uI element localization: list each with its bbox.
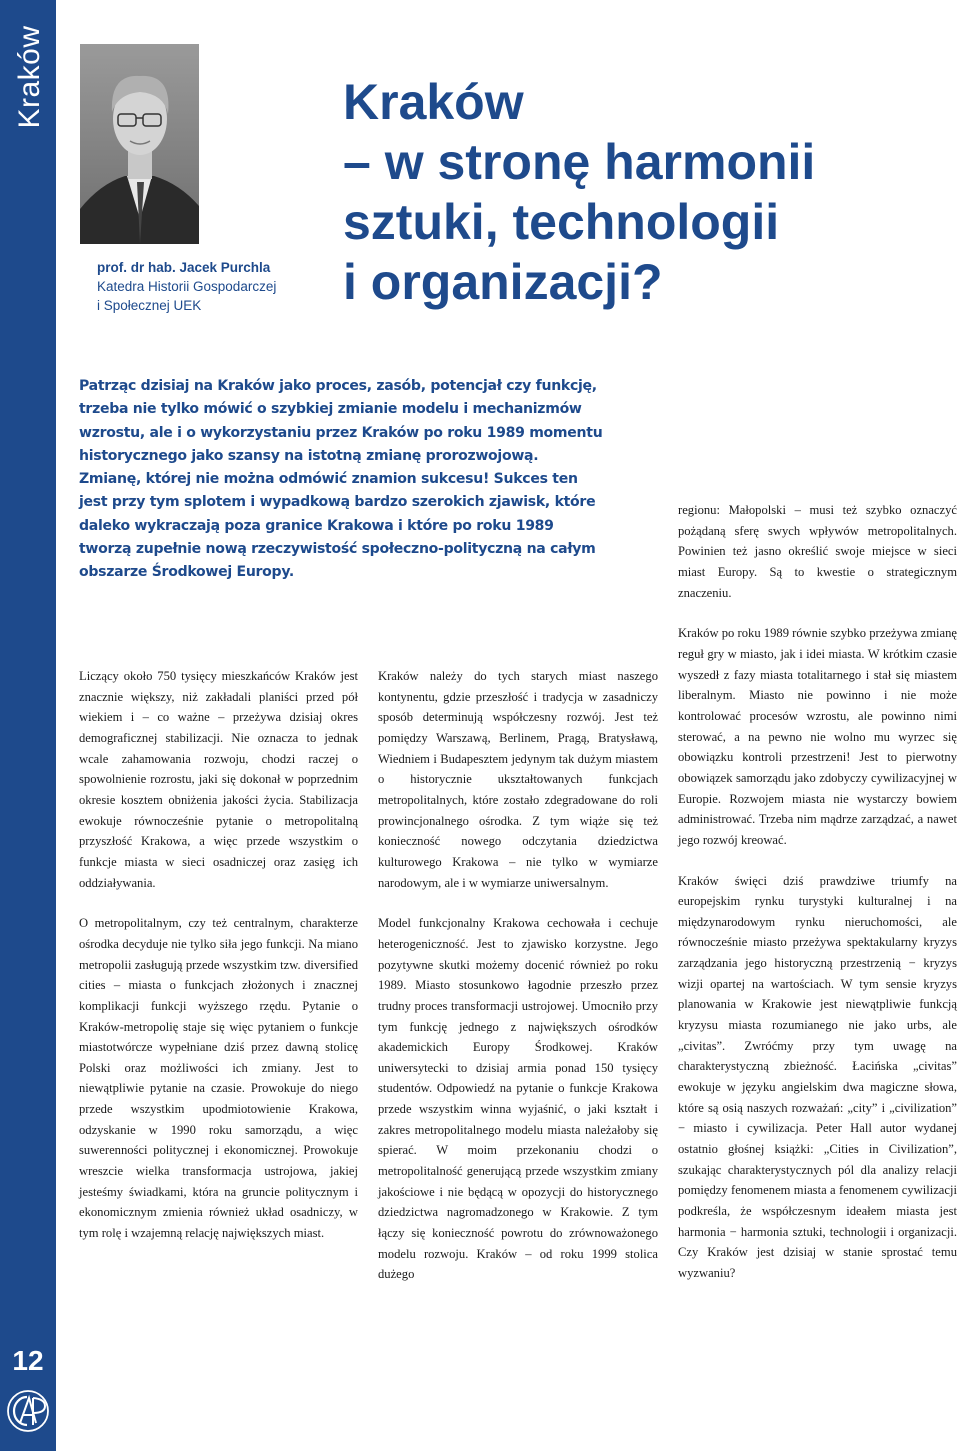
author-block xyxy=(97,258,276,315)
paragraph: Kraków święci dziś prawdziwe triumfy na europejskim rynku turystyki kulturalnej i na międzynarodowym rynku nieruchomości, ale równocześnie miasto przeżywa spektakularny kryzys zarządzania jego historyczną przestrzenią − kryzys wizji opartej na wartościach. W tym sensie kryzys planowania w Krakowie jest niewątpliwie funkcją kryzysu miasta rozumianego nie jako urbs, ale „civitas”. Zwróćmy przy tym uwagę na charakterystyczną zbieżność. Łacińska „civitas” ewokuje w języku angielskim dwa magiczne słowa, które są osią naszych rozważań: „city” i „civilization” − miasto i cywilizacja. Peter Hall autor wydanej ostatnio głośnej książki: „Cities in Civilization”, szukając charakterystycznych pól dla analizy relacji pomiędzy fenomenem miasta a fenomenem cywilizacji podkreśla, że współczesnym ideałem miasta jest harmonia − harmonia sztuki, technologii i organizacji. Czy Kraków jest dzisiaj w stanie sprostać temu wyzwaniu? xyxy=(678,873,957,1280)
section-label: Kraków xyxy=(13,25,46,129)
text-column-2 xyxy=(378,666,658,1285)
article-title xyxy=(343,72,815,312)
text-column-1 xyxy=(79,666,358,1244)
paragraph: O metropolitalnym, czy też centralnym, charakterze ośrodka decyduje nie tylko siła jego funkcji. Na miano metropolii zasługują przede wszystkim tzw. diversified cities – miasta o funkcjach złożonych i znacznej komplikacji funkcji wyższego rzędu. Pytanie o Kraków-metropolię staje się więc pytaniem o funkcje miastotwórcze wypełniane dziś przez dawną stolicę Polski oraz możliwości ich zmiany. Jest to niewątpliwie pytanie na czasie. Prowokuje do niego przede wszystkim upodmiotowienie Krakowa, odzyskanie w 1990 roku samorządu, a więc suwerenności politycznej i ekonomicznej. Prowokuje wreszcie wielka transformacja ustrojowa, jakiej jesteśmy świadkami, która na gruncie politycznym i ekonomicznym zmienia również układ osadniczy, w tym rolę i wzajemną relację największych miast. xyxy=(79,916,358,1241)
text-column-3 xyxy=(678,500,957,1284)
page-number: 12 xyxy=(12,1345,44,1376)
title-line: – w stronę harmonii xyxy=(343,134,816,190)
paragraph: Kraków po roku 1989 równie szybko przeżywa zmianę reguł gry w miasto, jak i idei miasta. W krótkim czasie wyszedł z fazy miasta totalitarnego i stał się miastem liberalnym. Miasto nie powinno i nie może kontrolować procesów wzrostu, ale powinno nimi sterować, a na pewno nie wolno mu wyrzec się obowiązku kontroli przestrzeni! Jest to pierwotny obowiązek samorządu jako zdobyczy cywilizacyjnej w Europie. Rozwojem miasta nie wystarczy bowiem administrować. Trzeba nim mądrze zarządzać, a nawet jego rozwój kreować. xyxy=(678,626,957,847)
author-photo xyxy=(80,44,199,244)
paragraph: regionu: Małopolski – musi też szybko oznaczyć pożądaną sferę swych wpływów metropolitalnych. Powinien też jasno określić swoje miejsce w sieci miast Europy. Są to kwestie o strategicznym znaczeniu. xyxy=(678,503,957,600)
author-affiliation: Katedra Historii Gospodarczej xyxy=(97,279,277,294)
logo-icon xyxy=(5,1388,51,1434)
lead-paragraph: Patrząc dzisiaj na Kraków jako proces, zasób, potencjał czy funkcję, trzeba nie tylko mówić o szybkiej zmianie modelu i mechanizmów wzrostu, ale i o wykorzystaniu przez Kraków po roku 1989 momentu historycznego jako szansy na istotną zmianę prorozwojową. Zmianę, której nie można odmówić znamion sukcesu! Sukces ten jest przy tym splotem i wypadkową bardzo szerokich zjawisk, które daleko wykraczają poza granice Krakowa i które po roku 1989 tworzą zupełnie nową rzeczywistość społeczno-polityczną na całym obszarze Środkowej Europy. xyxy=(79,378,603,581)
title-line: i organizacji? xyxy=(343,254,663,310)
paragraph: Liczący około 750 tysięcy mieszkańców Kraków jest znacznie większy, niż zakładali planiści przed pół wiekiem i – co ważne – przeżywa dzisiaj okres demograficznej stabilizacji. Nie oznacza to jednak wcale zahamowania rozwoju, chodzi raczej o spowolnienie rozrostu, jaki się dokonał w poprzednim okresie kosztem obniżenia jakości życia. Stabilizacja ewokuje równocześnie pytanie o metropolitalną przyszłość Krakowa, a więc przede wszystkim o funkcje miasta w sieci osadniczej oraz zasięg ich oddziaływania. xyxy=(79,669,358,890)
author-name: prof. dr hab. Jacek Purchla xyxy=(97,260,271,275)
author-affiliation: i Społecznej UEK xyxy=(97,298,202,313)
title-line: Kraków xyxy=(343,74,524,130)
title-line: sztuki, technologii xyxy=(343,194,780,250)
paragraph: Kraków należy do tych starych miast naszego kontynentu, gdzie przeszłość i tradycja w zasadniczy sposób determinują współczesny rozwój. Jest też pomiędzy Warszawą, Berlinem, Pragą, Bratysławą, Wiedniem i Budapesztem jedynym tak dużym miastem o historycznie ukształtowanych funkcjach metropolitalnych, które zostało zdegradowane do roli prowincjonalnego ośrodka. Z tym wiąże się też konieczność nowego odczytania dziedzictwa kulturowego Krakowa – nie tylko w wymiarze narodowym, ale i w wymiarze uniwersalnym. xyxy=(378,669,658,890)
sidebar xyxy=(0,0,56,1451)
paragraph: Model funkcjonalny Krakowa cechowała i cechuje heterogeniczność. Jest to zjawisko korzystne. Jego pozytywne skutki możemy docenić również po roku 1989. Miasto stosunkowo łagodnie przeszło przez trudny proces transformacji ustrojowej. Umocniło przy tym funkcję jednego z największych ośrodków akademickich Europy Środkowej. Kraków uniwersytecki to dzisiaj armia ponad 150 tysięcy studentów. Odpowiedź na pytanie o funkcje Krakowa przede wszystkim winna wyjaśnić, o jaki kształt i zakres metropolitalnego modelu miasta należałoby się spierać. W moim przekonaniu chodzi o metropolitalność generującą przede wszystkim zmiany jakościowe i nie będącą w opozycji do historycznego dziedzictwa nagromadzonego w Krakowie. Z tym łączy się konieczność powrotu do zrównoważonego modelu rozwoju. Kraków – od roku 1999 stolica dużego xyxy=(378,916,658,1282)
